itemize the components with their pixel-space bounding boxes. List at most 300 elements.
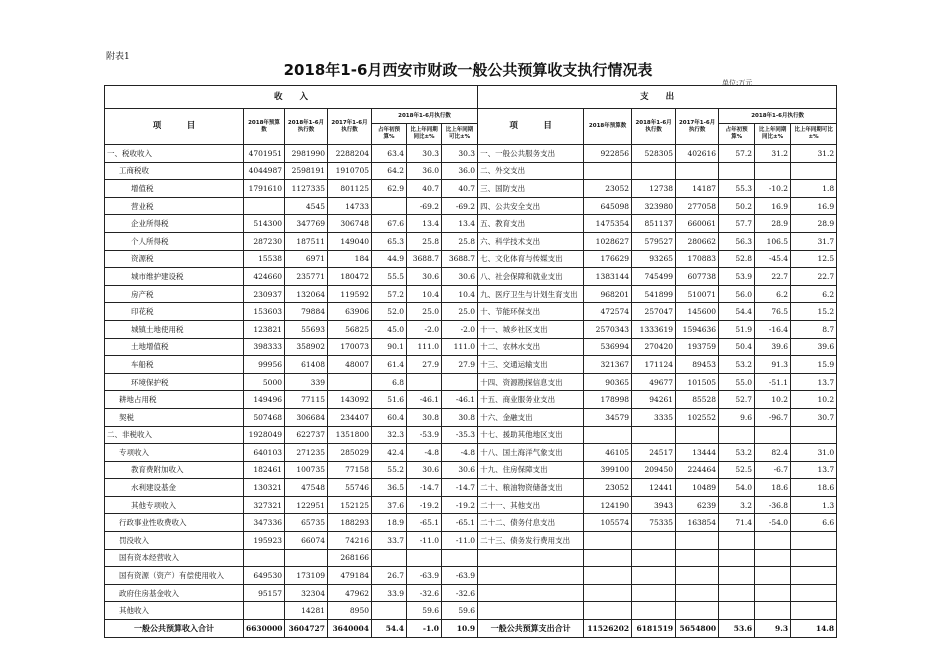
income-exec2017-cell (328, 373, 372, 391)
income-budget-cell: 149496 (244, 391, 285, 409)
table-row (105, 215, 837, 233)
expense-yoy-cell: 28.9 (755, 215, 791, 233)
expense-exec2017-cell: 402616 (676, 145, 719, 163)
table-row (105, 408, 837, 426)
income-budget-cell: 182461 (244, 461, 285, 479)
expense-exec2018-cell: 12738 (632, 180, 676, 198)
income-yoy-cell: 25.8 (407, 232, 442, 250)
income-exec2017-cell: 48007 (328, 356, 372, 374)
income-item-label: 行政事业性收费收入 (105, 514, 244, 532)
expense-exec2018-cell (632, 162, 676, 180)
expense-exec2018-cell: 323980 (632, 197, 676, 215)
expense-comp-cell (791, 584, 837, 602)
income-yoy-cell: -65.1 (407, 514, 442, 532)
unit-label: 单位:万元 (722, 79, 753, 87)
income-item-label: 城市维护建设税 (105, 268, 244, 286)
expense-exec2017-cell (676, 584, 719, 602)
income-total-exec2017-cell: 3640004 (328, 620, 372, 638)
expense-pct-cell: 51.9 (719, 320, 755, 338)
expense-comp-cell (791, 162, 837, 180)
income-item-label: 工商税收 (105, 162, 244, 180)
income-comp-cell: 59.6 (442, 602, 478, 620)
income-exec2018-cell: 358902 (285, 338, 328, 356)
expense-exec2018-cell (632, 549, 676, 567)
income-item-label: 专项收入 (105, 444, 244, 462)
income-exec2018-cell: 55693 (285, 320, 328, 338)
income-yoy-cell: 30.8 (407, 408, 442, 426)
table-row (105, 461, 837, 479)
income-comp-cell: 27.9 (442, 356, 478, 374)
expense-comp-cell: 28.9 (791, 215, 837, 233)
income-section-header: 收 入 (105, 86, 478, 109)
income-pct-cell: 18.9 (372, 514, 407, 532)
income-yoy-cell: 30.3 (407, 145, 442, 163)
income-pct-cell: 33.7 (372, 532, 407, 550)
income-exec2017-cell: 184 (328, 250, 372, 268)
expense-pct-cell (719, 602, 755, 620)
income-budget-cell: 195923 (244, 532, 285, 550)
income-item-label: 印花税 (105, 303, 244, 321)
expense-pct-cell: 71.4 (719, 514, 755, 532)
income-comp-cell: 111.0 (442, 338, 478, 356)
expense-exec2018-cell: 75335 (632, 514, 676, 532)
expense-exec2018-cell: 579527 (632, 232, 676, 250)
expense-yoy-cell: 82.4 (755, 444, 791, 462)
expense-item-label: 九、医疗卫生与计划生育支出 (478, 285, 584, 303)
expense-item-label: 二十、粮油物资储备支出 (478, 479, 584, 497)
income-comp-cell: 25.8 (442, 232, 478, 250)
expense-pct-cell: 9.6 (719, 408, 755, 426)
income-item-label: 其他专项收入 (105, 496, 244, 514)
income-item-label: 资源税 (105, 250, 244, 268)
income-comp-cell (442, 549, 478, 567)
income-comparable-header: 比上年同期可比±% (442, 124, 478, 145)
expense-yoy-cell: -6.7 (755, 461, 791, 479)
expense-comp-cell: 31.2 (791, 145, 837, 163)
expense-comp-cell: 18.6 (791, 479, 837, 497)
income-item-label: 耕地占用税 (105, 391, 244, 409)
income-exec2017-cell: 149040 (328, 232, 372, 250)
expense-budget-cell: 178998 (584, 391, 632, 409)
income-comp-cell: -19.2 (442, 496, 478, 514)
income-exec2017-cell: 180472 (328, 268, 372, 286)
budget-execution-table (104, 85, 837, 638)
income-budget-cell: 1928049 (244, 426, 285, 444)
expense-budget-cell (584, 584, 632, 602)
income-yoy-cell: -2.0 (407, 320, 442, 338)
expense-comp-cell: 15.2 (791, 303, 837, 321)
expense-item-label: 十一、城乡社区支出 (478, 320, 584, 338)
expense-budget-cell: 124190 (584, 496, 632, 514)
income-budget-cell: 640103 (244, 444, 285, 462)
expense-total-exec2017-cell: 5654800 (676, 620, 719, 638)
table-row (105, 479, 837, 497)
income-comp-cell: 10.4 (442, 285, 478, 303)
expense-exec2018-cell (632, 426, 676, 444)
income-item-label: 教育费附加收入 (105, 461, 244, 479)
expense-item-label: 五、教育支出 (478, 215, 584, 233)
table-row (105, 162, 837, 180)
income-comp-cell: 25.0 (442, 303, 478, 321)
income-comp-cell: -63.9 (442, 567, 478, 585)
expense-comp-cell: 31.0 (791, 444, 837, 462)
expense-yoy-cell (755, 584, 791, 602)
income-exec2018-cell: 235771 (285, 268, 328, 286)
expense-exec2017-cell: 510071 (676, 285, 719, 303)
income-item-label: 企业所得税 (105, 215, 244, 233)
income-item-label: 水利建设基金 (105, 479, 244, 497)
expense-comparable-header: 比上年同期可比±% (791, 124, 837, 145)
income-comp-cell: 36.0 (442, 162, 478, 180)
expense-comp-cell: 16.9 (791, 197, 837, 215)
income-yoy-cell: -4.8 (407, 444, 442, 462)
income-comp-cell: -65.1 (442, 514, 478, 532)
expense-comp-cell: 6.2 (791, 285, 837, 303)
expense-exec2018-cell: 541899 (632, 285, 676, 303)
income-budget-cell: 5000 (244, 373, 285, 391)
income-pct-cell: 6.8 (372, 373, 407, 391)
income-exec2018-cell: 122951 (285, 496, 328, 514)
expense-exec2017-cell (676, 162, 719, 180)
expense-pct-cell: 53.9 (719, 268, 755, 286)
expense-exec2018-cell: 270420 (632, 338, 676, 356)
income-item-header: 项 目 (105, 109, 244, 145)
income-pct-cell: 36.5 (372, 479, 407, 497)
income-yoy-cell: 25.0 (407, 303, 442, 321)
income-yoy-cell: 30.6 (407, 461, 442, 479)
income-budget-cell: 327321 (244, 496, 285, 514)
expense-exec2018-cell (632, 584, 676, 602)
income-item-label: 国有资本经营收入 (105, 549, 244, 567)
table-row (105, 602, 837, 620)
expense-yoy-cell: 39.6 (755, 338, 791, 356)
expense-exec2017-cell: 193759 (676, 338, 719, 356)
income-yoy-cell: -63.9 (407, 567, 442, 585)
income-comp-cell: -35.3 (442, 426, 478, 444)
income-yoy-cell: 36.0 (407, 162, 442, 180)
expense-item-label: 十五、商业服务业支出 (478, 391, 584, 409)
expense-exec2018-cell: 94261 (632, 391, 676, 409)
table-row (105, 567, 837, 585)
expense-exec2017-cell: 280662 (676, 232, 719, 250)
income-item-label: 其他收入 (105, 602, 244, 620)
income-item-label: 房产税 (105, 285, 244, 303)
expense-pct-cell: 52.5 (719, 461, 755, 479)
income-yoy-cell: -32.6 (407, 584, 442, 602)
income-exec2017-cell: 306748 (328, 215, 372, 233)
expense-exec2017-cell: 277058 (676, 197, 719, 215)
table-row (105, 549, 837, 567)
income-item-label: 个人所得税 (105, 232, 244, 250)
income-budget-cell: 15538 (244, 250, 285, 268)
income-exec2018-cell: 47548 (285, 479, 328, 497)
expense-total-label: 一般公共预算支出合计 (478, 620, 584, 638)
expense-budget-cell: 472574 (584, 303, 632, 321)
expense-total-exec2018-cell: 6181519 (632, 620, 676, 638)
income-exec2017-cell: 801125 (328, 180, 372, 198)
expense-pct-cell: 56.3 (719, 232, 755, 250)
income-total-comp-cell: 10.9 (442, 620, 478, 638)
expense-exec2017-cell: 89453 (676, 356, 719, 374)
expense-budget-cell: 46105 (584, 444, 632, 462)
expense-yoy-cell: 31.2 (755, 145, 791, 163)
income-item-label: 二、非税收入 (105, 426, 244, 444)
expense-item-label (478, 567, 584, 585)
income-exec-group-header: 2018年1-6月执行数 (372, 109, 478, 124)
income-pct-cell: 67.6 (372, 215, 407, 233)
expense-exec2018-cell: 257047 (632, 303, 676, 321)
expense-yoy-cell: -36.8 (755, 496, 791, 514)
expense-budget-cell: 2570343 (584, 320, 632, 338)
income-pct-cell: 63.4 (372, 145, 407, 163)
table-row (105, 320, 837, 338)
expense-exec2017-cell: 102552 (676, 408, 719, 426)
income-item-label: 环境保护税 (105, 373, 244, 391)
expense-exec2018-cell (632, 532, 676, 550)
expense-pct-cell: 52.7 (719, 391, 755, 409)
expense-comp-cell: 15.9 (791, 356, 837, 374)
table-row (105, 444, 837, 462)
income-yoy-cell: 10.4 (407, 285, 442, 303)
income-exec2017-cell: 74216 (328, 532, 372, 550)
expense-yoy-cell: 10.2 (755, 391, 791, 409)
expense-exec2017-cell: 170883 (676, 250, 719, 268)
expense-budget-cell: 399100 (584, 461, 632, 479)
expense-item-label (478, 584, 584, 602)
income-exec2017-cell: 152125 (328, 496, 372, 514)
income-total-yoy-cell: -1.0 (407, 620, 442, 638)
income-yoy-cell: 59.6 (407, 602, 442, 620)
income-comp-cell (442, 373, 478, 391)
expense-budget-cell: 1475354 (584, 215, 632, 233)
expense-yoy-cell (755, 532, 791, 550)
income-item-label: 土地增值税 (105, 338, 244, 356)
income-exec2018-cell: 65735 (285, 514, 328, 532)
expense-budget-cell (584, 426, 632, 444)
expense-comp-cell (791, 567, 837, 585)
expense-exec2017-cell: 145600 (676, 303, 719, 321)
expense-comp-cell: 39.6 (791, 338, 837, 356)
expense-budget-cell: 90365 (584, 373, 632, 391)
income-pct-cell: 65.3 (372, 232, 407, 250)
income-comp-cell: 30.6 (442, 268, 478, 286)
table-row (105, 338, 837, 356)
income-exec2017-cell: 143092 (328, 391, 372, 409)
expense-comp-cell: 13.7 (791, 373, 837, 391)
expense-item-header: 项 目 (478, 109, 584, 145)
income-exec2017-header: 2017年1-6月执行数 (328, 109, 372, 145)
income-budget-cell: 4044987 (244, 162, 285, 180)
expense-pct-cell: 50.4 (719, 338, 755, 356)
table-row (105, 514, 837, 532)
expense-exec2017-cell: 10489 (676, 479, 719, 497)
income-comp-cell: -2.0 (442, 320, 478, 338)
income-exec2018-cell: 622737 (285, 426, 328, 444)
income-exec2018-cell: 32304 (285, 584, 328, 602)
income-budget-cell: 230937 (244, 285, 285, 303)
attachment-label: 附表1 (106, 52, 130, 62)
expense-budget-cell (584, 162, 632, 180)
expense-yoy-cell (755, 567, 791, 585)
table-row (105, 250, 837, 268)
expense-item-label: 二十二、债务付息支出 (478, 514, 584, 532)
income-budget-cell: 1791610 (244, 180, 285, 198)
income-pct-cell: 37.6 (372, 496, 407, 514)
income-exec2018-cell: 2981990 (285, 145, 328, 163)
expense-item-label: 二、外交支出 (478, 162, 584, 180)
expense-total-pct-cell: 53.6 (719, 620, 755, 638)
income-comp-cell: -14.7 (442, 479, 478, 497)
expense-budget-cell: 176629 (584, 250, 632, 268)
expense-budget-cell: 23052 (584, 180, 632, 198)
expense-comp-cell: 6.6 (791, 514, 837, 532)
totals-row (105, 620, 837, 638)
income-exec2017-cell: 55746 (328, 479, 372, 497)
income-pct-cell: 44.9 (372, 250, 407, 268)
income-pct-cell (372, 197, 407, 215)
expense-item-label: 十九、住房保障支出 (478, 461, 584, 479)
expense-comp-cell: 13.7 (791, 461, 837, 479)
income-budget-cell: 99956 (244, 356, 285, 374)
income-exec2018-cell: 14281 (285, 602, 328, 620)
income-budget-cell (244, 602, 285, 620)
expense-item-label: 十四、资源勘探信息支出 (478, 373, 584, 391)
expense-pct-cell: 57.7 (719, 215, 755, 233)
expense-exec2017-cell (676, 532, 719, 550)
expense-item-label: 十、节能环保支出 (478, 303, 584, 321)
expense-exec2018-cell: 209450 (632, 461, 676, 479)
income-exec2017-cell: 56825 (328, 320, 372, 338)
expense-item-label: 十八、国土海洋气象支出 (478, 444, 584, 462)
income-total-budget-cell: 6630000 (244, 620, 285, 638)
expense-pct-cell: 53.2 (719, 444, 755, 462)
expense-exec2018-cell: 12441 (632, 479, 676, 497)
expense-exec2018-cell: 851137 (632, 215, 676, 233)
expense-item-label: 十二、农林水支出 (478, 338, 584, 356)
table-row (105, 232, 837, 250)
income-yoy-cell: -53.9 (407, 426, 442, 444)
expense-item-label: 八、社会保障和就业支出 (478, 268, 584, 286)
table-row (105, 197, 837, 215)
expense-pct-cell (719, 426, 755, 444)
expense-exec2017-cell: 101505 (676, 373, 719, 391)
expense-budget-cell: 34579 (584, 408, 632, 426)
expense-exec2018-header: 2018年1-6月执行数 (632, 109, 676, 145)
income-yoy-header: 比上年同期同比±% (407, 124, 442, 145)
income-exec2018-cell: 173109 (285, 567, 328, 585)
income-budget-cell: 347336 (244, 514, 285, 532)
income-exec2018-cell: 132064 (285, 285, 328, 303)
income-comp-cell: 30.3 (442, 145, 478, 163)
income-budget-cell: 398333 (244, 338, 285, 356)
expense-budget-cell: 968201 (584, 285, 632, 303)
income-comp-cell: 3688.7 (442, 250, 478, 268)
expense-yoy-cell: 18.6 (755, 479, 791, 497)
income-exec2017-cell: 1910705 (328, 162, 372, 180)
income-exec2017-cell: 234407 (328, 408, 372, 426)
table-row (105, 584, 837, 602)
expense-pct-cell: 54.0 (719, 479, 755, 497)
income-item-label: 罚没收入 (105, 532, 244, 550)
expense-exec2018-cell (632, 567, 676, 585)
income-item-label: 国有资源（资产）有偿使用收入 (105, 567, 244, 585)
income-exec2017-cell: 8950 (328, 602, 372, 620)
expense-exec2018-cell: 1333619 (632, 320, 676, 338)
income-comp-cell: 13.4 (442, 215, 478, 233)
expense-exec2018-cell: 24517 (632, 444, 676, 462)
table-row (105, 391, 837, 409)
income-yoy-cell (407, 549, 442, 567)
expense-item-label: 十七、援助其他地区支出 (478, 426, 584, 444)
expense-budget-cell (584, 602, 632, 620)
income-pct-cell: 64.2 (372, 162, 407, 180)
income-pct-header: 占年初预算% (372, 124, 407, 145)
income-exec2017-cell: 119592 (328, 285, 372, 303)
expense-yoy-cell: -51.1 (755, 373, 791, 391)
document-title: 2018年1-6月西安市财政一般公共预算收支执行情况表 (283, 61, 653, 79)
income-exec2018-cell: 339 (285, 373, 328, 391)
income-yoy-cell: 30.6 (407, 268, 442, 286)
income-comp-cell: -4.8 (442, 444, 478, 462)
expense-exec2017-cell: 6239 (676, 496, 719, 514)
expense-comp-cell: 22.7 (791, 268, 837, 286)
expense-budget-cell: 1383144 (584, 268, 632, 286)
expense-exec2017-cell (676, 549, 719, 567)
income-item-label: 城镇土地使用税 (105, 320, 244, 338)
income-total-exec2018-cell: 3604727 (285, 620, 328, 638)
expense-exec2017-cell: 224464 (676, 461, 719, 479)
income-exec2018-cell: 77115 (285, 391, 328, 409)
income-pct-cell: 52.0 (372, 303, 407, 321)
income-exec2018-cell: 347769 (285, 215, 328, 233)
expense-item-label (478, 602, 584, 620)
income-exec2017-cell: 285029 (328, 444, 372, 462)
expense-yoy-cell: 22.7 (755, 268, 791, 286)
expense-yoy-cell: -54.0 (755, 514, 791, 532)
expense-pct-cell (719, 567, 755, 585)
expense-pct-cell (719, 532, 755, 550)
income-budget-cell: 514300 (244, 215, 285, 233)
expense-item-label: 一、一般公共服务支出 (478, 145, 584, 163)
income-exec2018-cell: 187511 (285, 232, 328, 250)
expense-budget-cell: 1028627 (584, 232, 632, 250)
table-row (105, 303, 837, 321)
expense-total-comp-cell: 14.8 (791, 620, 837, 638)
income-item-label: 政府住房基金收入 (105, 584, 244, 602)
income-budget-cell: 153603 (244, 303, 285, 321)
income-item-label: 营业税 (105, 197, 244, 215)
income-exec2017-cell: 63906 (328, 303, 372, 321)
income-pct-cell: 45.0 (372, 320, 407, 338)
income-budget-cell: 95157 (244, 584, 285, 602)
table-row (105, 180, 837, 198)
income-exec2017-cell: 2288204 (328, 145, 372, 163)
expense-item-label: 十六、金融支出 (478, 408, 584, 426)
income-item-label: 增值税 (105, 180, 244, 198)
income-item-label: 车船税 (105, 356, 244, 374)
expense-exec2017-cell: 660061 (676, 215, 719, 233)
expense-exec2017-cell: 13444 (676, 444, 719, 462)
expense-exec2017-cell: 1594636 (676, 320, 719, 338)
expense-comp-cell (791, 549, 837, 567)
expense-exec2018-cell: 49677 (632, 373, 676, 391)
income-pct-cell: 55.5 (372, 268, 407, 286)
expense-comp-cell (791, 426, 837, 444)
expense-exec2017-cell: 14187 (676, 180, 719, 198)
income-budget-cell: 649530 (244, 567, 285, 585)
income-yoy-cell: -11.0 (407, 532, 442, 550)
table-row (105, 532, 837, 550)
